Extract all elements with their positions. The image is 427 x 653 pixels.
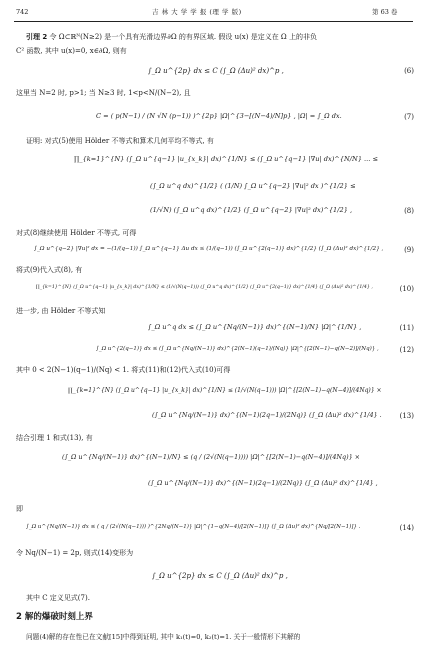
equation-12: ∫_Ω u^{2(q−1)} dx ≤ (∫_Ω u^{Nq/(N−1)} dx)^{2(N−1)(q−1)/(Nq)} |Ω|^{[2(N−1)−q(N−2)]/(Nq)} , [96, 346, 379, 352]
volume-label: 第 63 卷 [372, 8, 398, 16]
equation-9: ∫_Ω u^{q−2} |∇u|² dx = −(1/(q−1)) ∫_Ω u^{q−1} Δu dx ≤ (1/(q−1)) (∫_Ω u^{2(q−1)} dx)^{1/2} (∫_Ω (Δu)² dx)^{1/2} , [34, 246, 384, 252]
condition-text: 这里当 N=2 时, p>1; 当 N≥3 时, 1<p<N/(N−2), 且 [16, 89, 191, 97]
eq-number-12: (12) [399, 346, 414, 354]
eq-number-14: (14) [399, 524, 414, 532]
equation-8-line3: (1/√N) (∫_Ω u^q dx)^{1/2} (∫_Ω u^{q−2} |∇u|² dx)^{1/2} , [150, 206, 353, 214]
equation-13-line2: (∫_Ω u^{Nq/(N−1)} dx)^{(N−1)(2q−1)/(2Nq)} (∫_Ω (Δu)² dx)^{1/4} . [152, 411, 382, 419]
eq-number-11: (11) [399, 324, 414, 332]
equation-7: C = ( p(N−1) / (N √N (p−1)) )^{2p} |Ω|^{3−[(N−4)/N]p} , |Ω| = ∫_Ω dx. [96, 112, 342, 120]
journal-title: 吉 林 大 学 学 报 (理 学 版) [152, 8, 242, 16]
eq-number-7: (7) [404, 113, 414, 121]
text-before-eq10: 将式(9)代入式(8), 有 [16, 266, 83, 274]
page-number: 742 [16, 8, 29, 16]
eq-number-9: (9) [404, 246, 414, 254]
eq-number-8: (8) [404, 207, 414, 215]
eq-number-6: (6) [404, 67, 414, 75]
text-c-definition: 其中 C 定义见式(7). [26, 594, 90, 602]
eq-number-13: (13) [399, 412, 414, 420]
text-ie: 即 [16, 505, 23, 513]
text-substitution: 令 Nq/(N−1) = 2p, 则式(14)变形为 [16, 549, 134, 557]
lemma-statement [26, 33, 317, 41]
lemma-label: 引理 2 [26, 33, 48, 41]
equation-14: ∫_Ω u^{Nq/(N−1)} dx ≤ ( q / (2√(N(q−1))) )^{2Nq/(N−1)} |Ω|^{1−q(N−4)/[2(N−1)]} (∫_Ω (Δu)² dx)^{Nq/[2(N−1)]} . [26, 524, 361, 530]
equation-13-line1: ∏_{k=1}^{N} (∫_Ω u^{q−1} |u_{x_k}| dx)^{1/N} ≤ (1/√(N(q−1))) |Ω|^{[2(N−1)−q(N−4)]/(4Nq)} × [68, 387, 382, 394]
equation-combined-line1: (∫_Ω u^{Nq/(N−1)} dx)^{(N−1)/N} ≤ (q / (2√(N(q−1)))) |Ω|^{[2(N−1)−q(N−4)]/(4Nq)} × [62, 453, 361, 461]
section-heading: 2 解的爆破时刻上界 [16, 612, 93, 622]
text-before-lemma1-eq: 结合引理 1 和式(13), 有 [16, 434, 93, 442]
text-before-eq11: 进一步, 由 Hölder 不等式知 [16, 307, 106, 315]
lemma-text-line1: 令 Ω⊂ℝᴺ(N≥2) 是一个具有光滑边界∂Ω 的有界区域. 假设 u(x) 是定义在 Ω 上的非负 [49, 33, 317, 41]
equation-final: ∫_Ω u^{2p} dx ≤ C (∫_Ω (Δu)² dx)^p , [152, 572, 288, 580]
header-rule [14, 21, 413, 22]
equation-10: ∏_{k=1}^{N} (∫_Ω u^{q−1} |u_{x_k}| dx)^{1/N} ≤ (1/√(N(q−1))) (∫_Ω u^q dx)^{1/2} (∫_Ω u^{2(q−1)} dx)^{1/4} (∫_Ω (Δu)² dx)^{1/4} , [36, 285, 373, 290]
equation-8-line1: ∏_{k=1}^{N} (∫_Ω u^{q−1} |u_{x_k}| dx)^{1/N} ≤ (∫_Ω u^{q−1} |∇u| dx)^{N/N} ... ≤ [74, 155, 378, 163]
equation-11: ∫_Ω u^q dx ≤ (∫_Ω u^{Nq/(N−1)} dx)^{(N−1)/N} |Ω|^{1/N} , [148, 323, 362, 331]
text-before-eq13: 其中 0 < 2(N−1)(q−1)/(Nq) < 1. 将式(11)和(12)代入式(10)可得 [16, 366, 231, 374]
equation-6: ∫_Ω u^{2p} dx ≤ C (∫_Ω (Δu)² dx)^p , [148, 67, 284, 75]
lemma-text-line2: C² 函数, 其中 u(x)=0, x∈∂Ω, 则有 [16, 47, 127, 55]
section-text: 问题(4)解的存在性已在文献[15]中得到证明, 其中 k₁(t)=0, k₂(t)=1. 关于一般情形下其解的 [26, 633, 301, 641]
proof-intro: 证明: 对式(5)使用 Hölder 不等式和算术几何平均不等式, 有 [26, 137, 214, 145]
equation-combined-line2: (∫_Ω u^{Nq/(N−1)} dx)^{(N−1)(2q−1)/(2Nq)} (∫_Ω (Δu)² dx)^{1/4} , [148, 479, 378, 487]
equation-8-line2: (∫_Ω u^q dx)^{1/2} ( (1/N) ∫_Ω u^{q−2} |∇u|² dx )^{1/2} ≤ [150, 182, 356, 190]
text-before-eq9: 对式(8)继续使用 Hölder 不等式, 可得 [16, 229, 137, 237]
eq-number-10: (10) [399, 285, 414, 293]
